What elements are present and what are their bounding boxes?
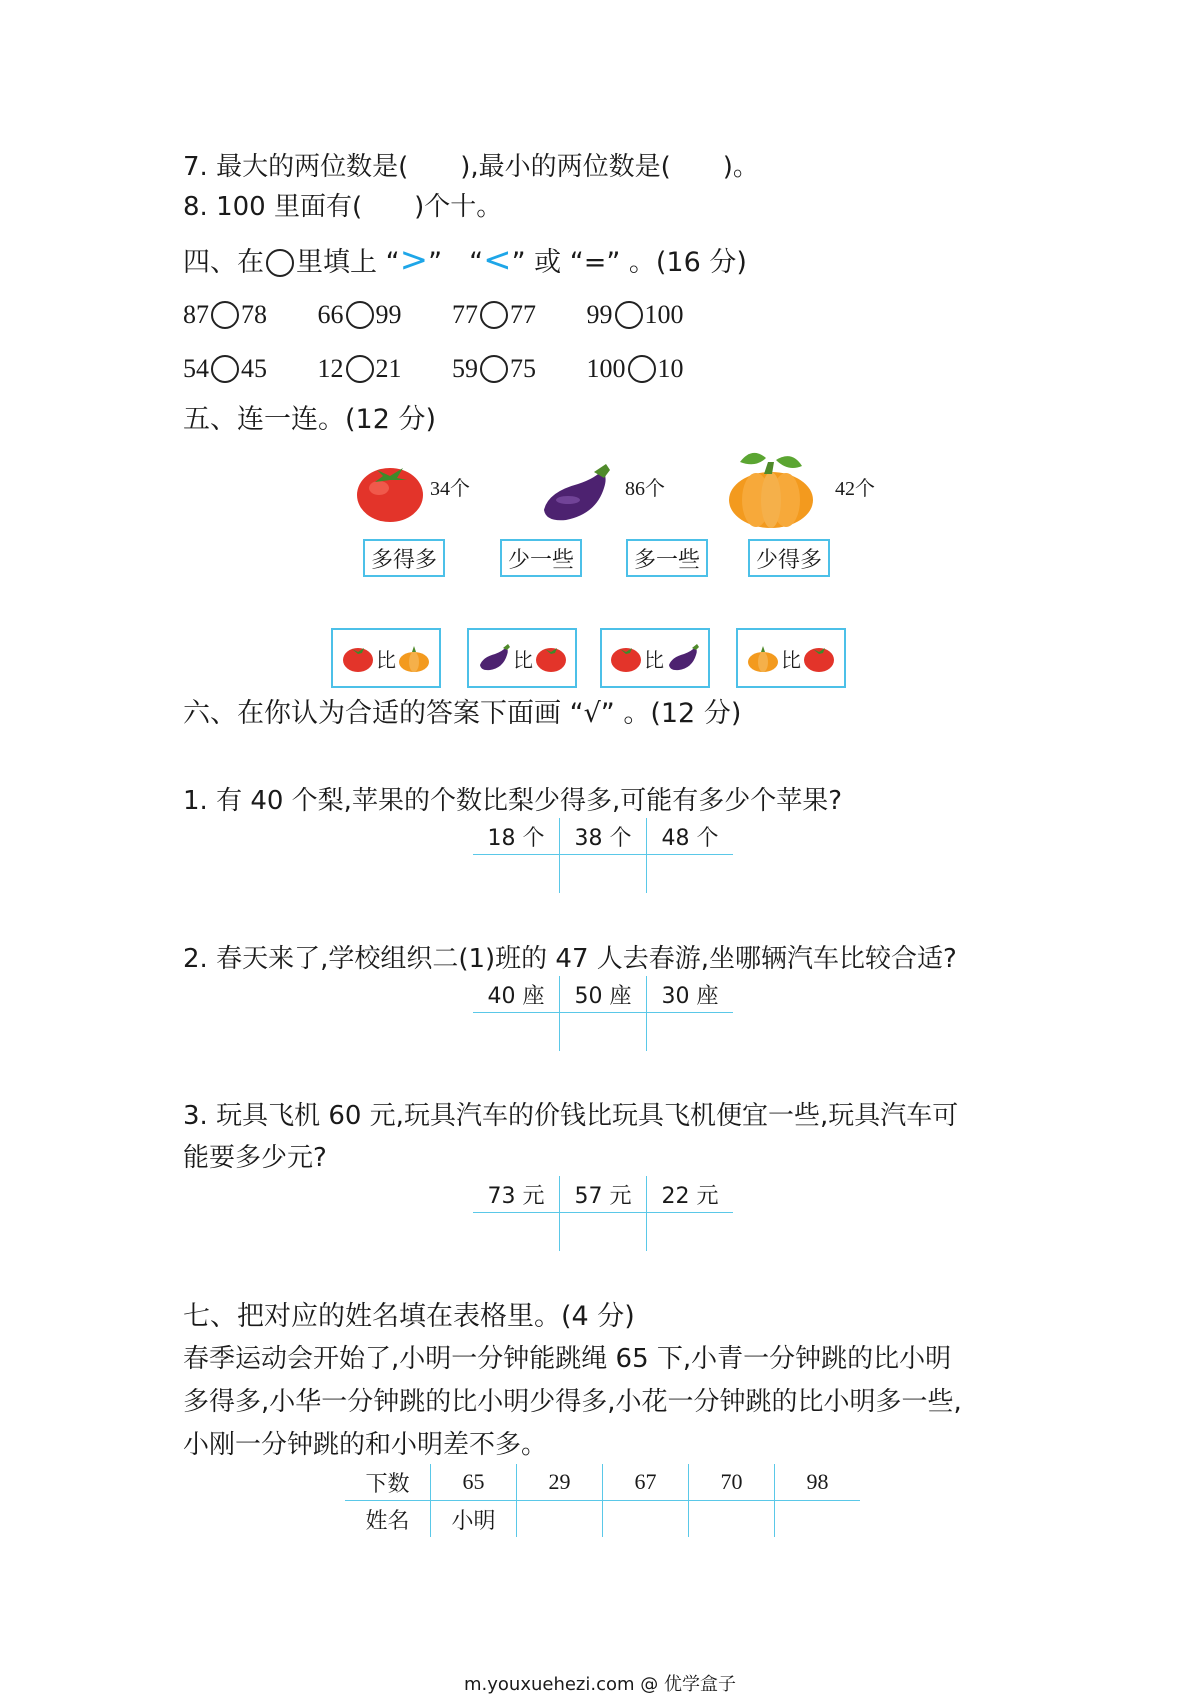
bi-label: 比 bbox=[781, 647, 801, 672]
question-8: 8. 100 里面有( )个十。 bbox=[183, 192, 503, 222]
option-cell: 18 个 bbox=[473, 818, 560, 855]
pumpkin-count: 42个 bbox=[835, 478, 875, 500]
compare-item: 87 78 bbox=[183, 300, 267, 329]
answer-circle[interactable] bbox=[615, 301, 643, 329]
answer-cell[interactable] bbox=[647, 1213, 734, 1252]
name-cell[interactable] bbox=[517, 1501, 603, 1538]
answer-cell[interactable] bbox=[647, 855, 734, 894]
tomato-icon bbox=[803, 643, 835, 673]
bi-label: 比 bbox=[513, 647, 533, 672]
compare-box-tomato-pumpkin[interactable] bbox=[331, 628, 441, 688]
option-cell: 50 座 bbox=[560, 976, 647, 1013]
answer-cell[interactable] bbox=[473, 1213, 560, 1252]
answer-circle[interactable] bbox=[346, 355, 374, 383]
answer-circle[interactable] bbox=[628, 355, 656, 383]
label-box-duo-yi-xie[interactable]: 多一些 bbox=[626, 539, 708, 577]
s6-question-3-line-1: 3. 玩具飞机 60 元,玩具汽车的价钱比玩具飞机便宜一些,玩具汽车可 bbox=[183, 1101, 959, 1131]
pumpkin-icon bbox=[747, 643, 779, 673]
option-cell: 40 座 bbox=[473, 976, 560, 1013]
count-cell: 65 bbox=[431, 1464, 517, 1501]
name-table bbox=[345, 1464, 860, 1537]
s6-question-2: 2. 春天来了,学校组织二(1)班的 47 人去春游,坐哪辆汽车比较合适? bbox=[183, 944, 957, 974]
s4-mid: 里填上 “ bbox=[296, 247, 400, 278]
compare-item: 99 100 bbox=[586, 300, 684, 329]
answer-cell[interactable] bbox=[473, 855, 560, 894]
pumpkin-icon bbox=[398, 643, 430, 673]
option-cell: 57 元 bbox=[560, 1176, 647, 1213]
greater-than-symbol: > bbox=[399, 240, 429, 280]
answer-circle[interactable] bbox=[480, 301, 508, 329]
name-cell[interactable] bbox=[775, 1501, 861, 1538]
circle-icon bbox=[266, 249, 294, 277]
section-4-title bbox=[183, 240, 747, 280]
answer-cell[interactable] bbox=[473, 1013, 560, 1052]
compare-item: 66 99 bbox=[317, 300, 402, 329]
eggplant-icon bbox=[477, 643, 511, 673]
eggplant-count: 86个 bbox=[625, 478, 665, 500]
option-cell: 48 个 bbox=[647, 818, 734, 855]
answer-cell[interactable] bbox=[560, 855, 647, 894]
name-cell[interactable] bbox=[603, 1501, 689, 1538]
row-header: 下数 bbox=[345, 1464, 431, 1501]
compare-row-2 bbox=[183, 354, 727, 384]
compare-box-eggplant-tomato[interactable] bbox=[467, 628, 577, 688]
question-7: 7. 最大的两位数是( ),最小的两位数是( )。 bbox=[183, 152, 759, 182]
compare-item: 54 45 bbox=[183, 354, 267, 383]
compare-row-1 bbox=[183, 300, 727, 330]
compare-box-tomato-eggplant[interactable] bbox=[600, 628, 710, 688]
compare-box-pumpkin-tomato[interactable] bbox=[736, 628, 846, 688]
answer-circle[interactable] bbox=[211, 301, 239, 329]
count-cell: 98 bbox=[775, 1464, 861, 1501]
compare-item: 77 77 bbox=[452, 300, 536, 329]
bi-label: 比 bbox=[376, 647, 396, 672]
compare-item: 100 10 bbox=[586, 354, 684, 383]
option-cell: 73 元 bbox=[473, 1176, 560, 1213]
s7-text-line-1: 春季运动会开始了,小明一分钟能跳绳 65 下,小青一分钟跳的比小明 bbox=[183, 1344, 952, 1374]
eggplant-icon bbox=[666, 643, 700, 673]
bi-label: 比 bbox=[644, 647, 664, 672]
count-cell: 70 bbox=[689, 1464, 775, 1501]
s6-q2-options bbox=[473, 976, 733, 1051]
label-box-shao-de-duo[interactable]: 少得多 bbox=[748, 539, 830, 577]
section-6-title: 六、在你认为合适的答案下面画 “√” 。(12 分) bbox=[183, 698, 742, 729]
option-cell: 22 元 bbox=[647, 1176, 734, 1213]
label-box-shao-yi-xie[interactable]: 少一些 bbox=[500, 539, 582, 577]
s4-quote: ” “ bbox=[428, 247, 484, 278]
answer-circle[interactable] bbox=[346, 301, 374, 329]
option-cell: 38 个 bbox=[560, 818, 647, 855]
compare-item: 12 21 bbox=[317, 354, 402, 383]
pumpkin-icon bbox=[726, 444, 816, 530]
s6-q1-options bbox=[473, 818, 733, 893]
name-cell: 小明 bbox=[431, 1501, 517, 1538]
section-7-title: 七、把对应的姓名填在表格里。(4 分) bbox=[183, 1301, 635, 1332]
s7-text-line-2: 多得多,小华一分钟跳的比小明少得多,小花一分钟跳的比小明多一些, bbox=[183, 1387, 962, 1417]
answer-cell[interactable] bbox=[560, 1213, 647, 1252]
option-cell: 30 座 bbox=[647, 976, 734, 1013]
label-box-duo-de-duo[interactable]: 多得多 bbox=[363, 539, 445, 577]
s6-question-3-line-2: 能要多少元? bbox=[183, 1143, 327, 1173]
s6-q3-options bbox=[473, 1176, 733, 1251]
count-cell: 67 bbox=[603, 1464, 689, 1501]
footer-watermark: m.youxuehezi.com @ 优学盒子 bbox=[463, 1674, 736, 1695]
s4-prefix: 四、在 bbox=[183, 247, 264, 278]
tomato-icon bbox=[355, 458, 425, 524]
answer-cell[interactable] bbox=[647, 1013, 734, 1052]
s7-text-line-3: 小刚一分钟跳的和小明差不多。 bbox=[183, 1430, 548, 1460]
name-cell[interactable] bbox=[689, 1501, 775, 1538]
tomato-icon bbox=[610, 643, 642, 673]
tomato-icon bbox=[342, 643, 374, 673]
s6-question-1: 1. 有 40 个梨,苹果的个数比梨少得多,可能有多少个苹果? bbox=[183, 786, 843, 816]
count-cell: 29 bbox=[517, 1464, 603, 1501]
answer-circle[interactable] bbox=[480, 355, 508, 383]
section-5-title: 五、连一连。(12 分) bbox=[183, 404, 437, 435]
row-header: 姓名 bbox=[365, 1508, 410, 1534]
tomato-count: 34个 bbox=[430, 478, 470, 500]
tomato-icon bbox=[535, 643, 567, 673]
s4-suffix: ” 或 “=” 。(16 分) bbox=[511, 247, 747, 278]
compare-item: 59 75 bbox=[452, 354, 536, 383]
eggplant-icon bbox=[538, 462, 616, 526]
answer-cell[interactable] bbox=[560, 1013, 647, 1052]
less-than-symbol: < bbox=[483, 240, 512, 280]
answer-circle[interactable] bbox=[211, 355, 239, 383]
